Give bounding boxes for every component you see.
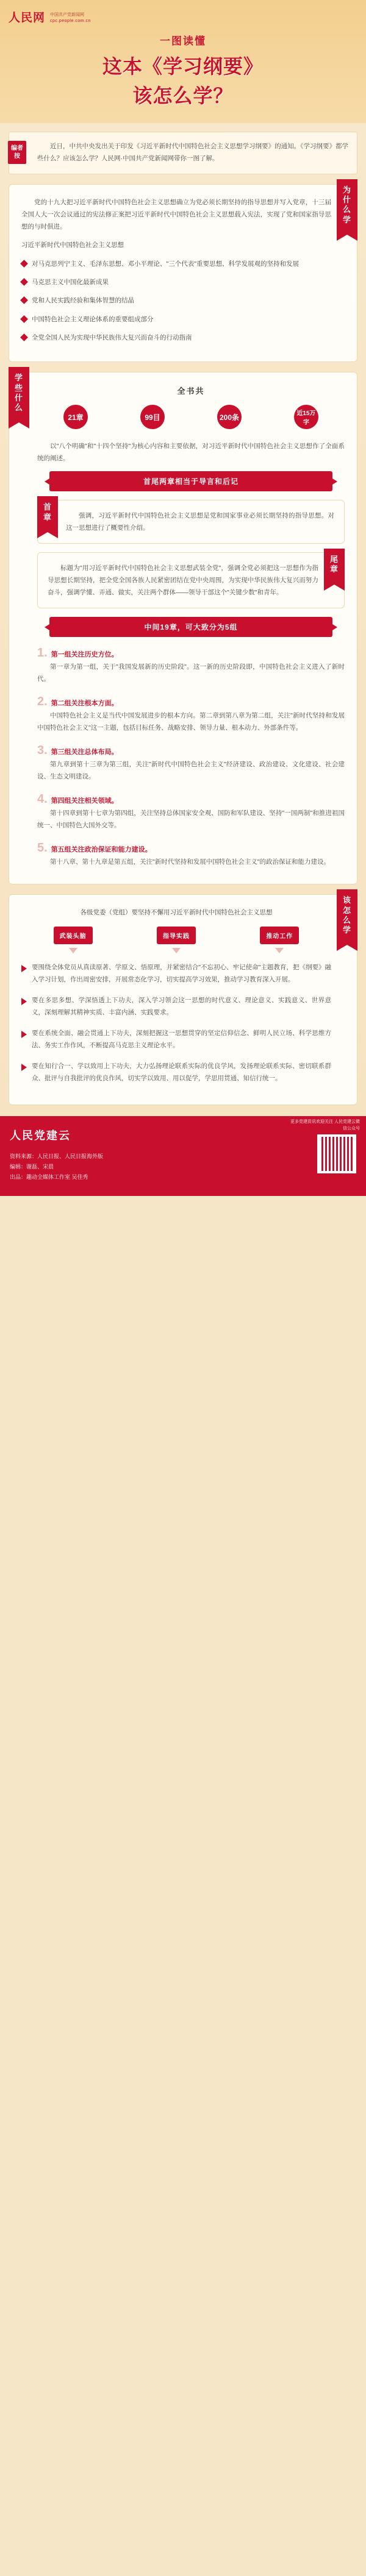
section-why-tab: 为什么学 bbox=[337, 179, 357, 235]
group-header bbox=[37, 793, 345, 805]
group-title: 第五组关注政治保证和能力建设。 bbox=[51, 845, 152, 853]
brand-subtitle bbox=[50, 12, 91, 24]
brand-logo: 人民网 bbox=[9, 12, 46, 24]
arrow-down-icon bbox=[275, 948, 284, 953]
group-body: 中国特色社会主义是当代中国发展进步的根本方向。第二章到第八章为第二组，关注"新时代坚持和发展中国特色社会主义"这一主题，包括目标任务、战略安排、领导力量、根本动力、外部条件等。 bbox=[37, 711, 345, 731]
brand-subtitle-en: cpc.people.com.cn bbox=[50, 18, 91, 23]
list-item-label: 对马克思列宁主义、毛泽东思想、邓小平理论、"三个代表"重要思想、科学发展观的坚持和发展 bbox=[32, 260, 299, 268]
tip-text: 要在多思多想、学深悟透上下功夫，深入学习领会这一思想的时代意义、理论意义、实践意义、世界意义，深刻理解其精神实质、丰富内涵、实践要求。 bbox=[32, 997, 331, 1017]
footer-source: 资料来源：人民日报、人民日报海外版 bbox=[10, 1153, 104, 1159]
section-what-summary: 以"八个明确"和"十四个坚持"为核心内容和主要依据，对习近平新时代中国特色社会主义思想作了全面系统的阐述。 bbox=[37, 443, 345, 463]
group-item bbox=[37, 647, 345, 686]
tip-item bbox=[21, 995, 331, 1019]
group-header bbox=[37, 696, 345, 708]
group-item bbox=[37, 842, 345, 869]
diamond-bullet-icon bbox=[20, 315, 28, 323]
brand-bar bbox=[0, 9, 366, 26]
section-what bbox=[9, 372, 357, 884]
diamond-bullet-icon bbox=[20, 296, 28, 304]
group-header bbox=[37, 647, 345, 659]
brand-subtitle-cn: 中国共产党新闻网 bbox=[50, 13, 85, 18]
arrow-down-icon bbox=[69, 948, 77, 953]
section-how bbox=[9, 894, 357, 1105]
section-why-para: 党的十九大把习近平新时代中国特色社会主义思想确立为党必须长期坚持的指导思想并写入党章，十三届全国人大一次会议通过的宪法修正案把习近平新时代中国特色社会主义思想载入宪法，实现了党和国家指导思想的与时俱进。 bbox=[21, 198, 331, 230]
page-title-line1: 这本《学习纲要》 bbox=[102, 55, 264, 77]
tip-text: 要围绕全体党员从真读原著、学原文、悟原理，并紧密结合"不忘初心、牢记使命"主题教育，把《纲要》融入学习计划，作出周密安排，开展常态化学习，切实提高学习效果，推动学习教育深入开展。 bbox=[32, 964, 331, 984]
tip-text: 要在系统全面、融会贯通上下功夫，深刻把握这一思想贯穿的坚定信仰信念、鲜明人民立场、科学思维方法、务实工作作风，不断提高马克思主义理论水平。 bbox=[32, 1030, 331, 1050]
section-why-list bbox=[21, 258, 331, 344]
group-body: 第九章到第十三章为第三组，关注"新时代中国特色社会主义"经济建设、政治建设、文化建设、社会建设、生态文明建设。 bbox=[37, 760, 345, 780]
list-item-label: 党和人民实践经验和集体智慧的结晶 bbox=[32, 297, 134, 305]
section-what-tab: 学些什么 bbox=[9, 367, 29, 422]
header-kicker: 一图读懂 bbox=[160, 35, 206, 47]
group-body: 第十四章到第十七章为第四组，关注坚持总体国家安全观、国防和军队建设、坚持"一国两制"和推进祖国统一、中国特色大国外交等。 bbox=[37, 809, 345, 829]
pillar-label: 武装头脑 bbox=[54, 927, 93, 944]
triangle-bullet-icon bbox=[21, 998, 27, 1005]
section-what-body bbox=[9, 372, 357, 884]
subsection-first-chapter bbox=[37, 500, 345, 544]
group-title: 第三组关注总体布局。 bbox=[51, 748, 118, 756]
number-item bbox=[140, 405, 165, 432]
footer-brand-title: 人民党建云 bbox=[10, 1129, 71, 1142]
group-number: 4. bbox=[37, 792, 48, 806]
pillar-label: 指导实践 bbox=[157, 927, 196, 944]
page-header bbox=[0, 0, 366, 123]
diamond-bullet-icon bbox=[20, 333, 28, 341]
number-item bbox=[294, 405, 318, 432]
group-number: 3. bbox=[37, 743, 48, 757]
diamond-bullet-icon bbox=[20, 260, 28, 268]
group-body: 第一章为第一组，关于"我国发展新的历史阶段"。这一新的历史阶段即，中国特色社会主义进入了新时代。 bbox=[37, 663, 345, 683]
editor-note bbox=[9, 132, 357, 174]
section-how-tab: 该怎么学 bbox=[337, 889, 357, 945]
pillars-row bbox=[21, 927, 331, 953]
group-item bbox=[37, 696, 345, 735]
list-item bbox=[21, 277, 331, 288]
section-why-body bbox=[9, 184, 357, 363]
pillar-item bbox=[54, 927, 93, 953]
editor-note-tag: 编者按 bbox=[8, 141, 26, 164]
tip-item bbox=[21, 962, 331, 986]
editor-note-text: 近日，中共中央发出关于印发《习近平新时代中国特色社会主义思想学习纲要》的通知。《学习纲要》都学些什么？应该怎么学？人民网·中国共产党新闻网带你一图了解。 bbox=[37, 143, 348, 162]
footer-producer: 出品：趣动全媒体工作室 吴佳秀 bbox=[10, 1174, 88, 1181]
triangle-bullet-icon bbox=[21, 1031, 27, 1038]
pillar-label: 推动工作 bbox=[260, 927, 299, 944]
list-item bbox=[21, 258, 331, 269]
group-title: 第二组关注根本方面。 bbox=[51, 699, 118, 707]
tip-item bbox=[21, 1061, 331, 1085]
list-item bbox=[21, 314, 331, 325]
infographic-page bbox=[0, 0, 366, 1196]
triangle-bullet-icon bbox=[21, 1064, 27, 1071]
group-header bbox=[37, 744, 345, 756]
numbers-title: 全书共 bbox=[177, 386, 205, 396]
last-chapter-body bbox=[37, 552, 345, 608]
list-item-label: 中国特色社会主义理论体系的重要组成部分 bbox=[32, 315, 154, 323]
number-item bbox=[63, 405, 88, 432]
footer-editor: 编辑：谢磊、宋晨 bbox=[10, 1163, 54, 1170]
banner-middle-groups: 中间19章，可大致分为5组 bbox=[49, 617, 332, 637]
number-value: 21章 bbox=[63, 405, 88, 429]
number-value: 近15万字 bbox=[294, 405, 318, 429]
list-item bbox=[21, 332, 331, 343]
section-how-body bbox=[9, 894, 357, 1105]
pillar-item bbox=[157, 927, 196, 953]
banner-first-last: 首尾两章相当于导言和后记 bbox=[49, 471, 332, 491]
subsection-last-chapter bbox=[37, 552, 345, 608]
group-title: 第四组关注相关领域。 bbox=[51, 797, 118, 805]
group-item bbox=[37, 793, 345, 832]
last-chapter-text: 标题为"用习近平新时代中国特色社会主义思想武装全党"，强调全党必须把这一思想作为指导思想长期坚持，把全党全国各族人民紧密团结在党中央周围，为实现中华民族伟大复兴而努力奋斗，强调学懂、弄通、做实，关注两个群体——领导干部这个"关键少数"和青年。 bbox=[48, 564, 318, 597]
first-chapter-body bbox=[37, 500, 345, 544]
group-number: 1. bbox=[37, 646, 48, 660]
number-item bbox=[217, 405, 242, 432]
first-chapter-text: 强调，习近平新时代中国特色社会主义思想是党和国家事业必须长期坚持的指导思想。对这一思想进行了概要性介绍。 bbox=[66, 512, 334, 532]
number-value: 200条 bbox=[217, 405, 242, 429]
section-why bbox=[9, 184, 357, 363]
tip-item bbox=[21, 1028, 331, 1052]
diamond-bullet-icon bbox=[20, 278, 28, 286]
section-how-lead: 各级党委（党组）要坚持不懈用习近平新时代中国特色社会主义思想 bbox=[80, 909, 273, 917]
triangle-bullet-icon bbox=[21, 965, 27, 972]
number-value: 99目 bbox=[140, 405, 165, 429]
page-footer bbox=[0, 1116, 366, 1196]
group-item bbox=[37, 744, 345, 783]
group-title: 第一组关注历史方位。 bbox=[51, 651, 118, 659]
first-chapter-tab: 首章 bbox=[37, 496, 58, 532]
last-chapter-tab: 尾章 bbox=[324, 549, 345, 585]
page-title-line2: 该怎么学？ bbox=[132, 85, 234, 107]
pillar-item bbox=[260, 927, 299, 953]
list-item bbox=[21, 295, 331, 306]
tip-text: 要在知行合一、学以致用上下功夫，大力弘扬理论联系实际的优良学风，发扬理论联系实际、密切联系群众、批评与自我批评的优良作风，切实学以致用、用以促学，学思用贯通、知信行统一。 bbox=[32, 1062, 331, 1082]
group-number: 5. bbox=[37, 841, 48, 855]
group-header bbox=[37, 842, 345, 854]
list-item-label: 马克思主义中国化最新成果 bbox=[32, 278, 109, 286]
qr-caption: 更多党建资讯欢迎关注 人民党建云微信公众号 bbox=[290, 1119, 360, 1131]
group-body: 第十八章、第十九章是第五组，关注"新时代坚持和发展中国特色社会主义"的政治保证和能力建设。 bbox=[50, 858, 330, 866]
group-number: 2. bbox=[37, 694, 48, 708]
section-why-subnote: 习近平新时代中国特色社会主义思想 bbox=[21, 241, 124, 249]
list-item-label: 全党全国人民为实现中华民族伟大复兴而奋斗的行动指南 bbox=[32, 334, 192, 342]
arrow-down-icon bbox=[172, 948, 181, 953]
numbers-row bbox=[37, 405, 345, 432]
